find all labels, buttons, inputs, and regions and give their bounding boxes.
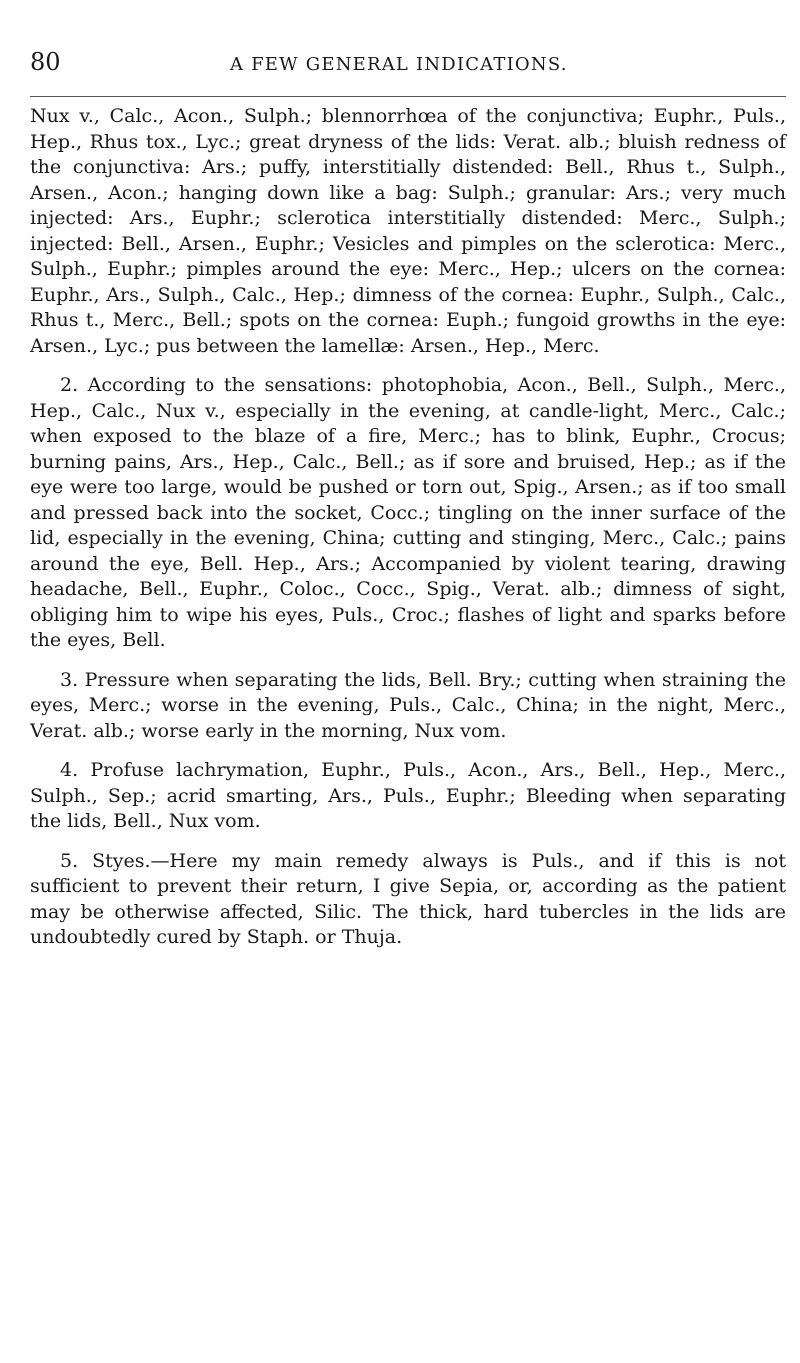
book-page: [30, 0, 786, 1363]
paragraph-pressure: 3. Pressure when separating the lids, Bell. Bry.; cutting when straining the eyes, Merc.; worse in the evening, Puls., Calc., China; in the night, Merc., Verat. alb.; worse early in the morning, Nux vom.: [30, 668, 786, 742]
paragraph-styes: 5. Styes.—Here my main remedy always is Puls., and if this is not sufficient to prevent their return, I give Sepia, or, according as the patient may be otherwise affected, Silic. The thick, hard tubercles in the lids are undoubtedly cured by Staph. or Thuja.: [30, 849, 786, 948]
paragraph-lachrymation: 4. Profuse lachrymation, Euphr., Puls., Acon., Ars., Bell., Hep., Merc., Sulph., Sep.; acrid smarting, Ars., Puls., Euphr.; Bleeding when separating the lids, Bell., Nux vom.: [30, 759, 786, 832]
page-body: [30, 104, 786, 965]
running-head: A FEW GENERAL INDICATIONS.: [230, 54, 568, 75]
header-rule: [30, 96, 786, 97]
page-number: 80: [30, 48, 61, 76]
paragraph-conjunctiva: Nux v., Calc., Acon., Sulph.; blennorrhœa of the conjunctiva; Euphr., Puls., Hep., Rhus tox., Lyc.; great dryness of the lids: Verat. alb.; bluish redness of the conjunctiva: Ars.; puffy, interstitially distended: Bell., Rhus t., Sulph., Arsen., Acon.; hanging down like a bag: Sulph.; granular: Ars.; very much injected: Ars., Euphr.; sclerotica interstitially distended: Merc., Sulph.; injected: Bell., Arsen., Euphr.; Vesicles and pimples on the sclerotica: Merc., Sulph., Euphr.; pimples around the eye: Merc., Hep.; ulcers on the cornea: Euphr., Ars., Sulph., Calc., Hep.; dimness of the cornea: Euphr., Sulph., Calc., Rhus t., Merc., Bell.; spots on the cornea: Euph.; fungoid growths in the eye: Arsen., Lyc.; pus between the lamellæ: Arsen., Hep., Merc.: [30, 105, 786, 357]
paragraph-sensations: 2. According to the sensations: photophobia, Acon., Bell., Sulph., Merc., Hep., Calc., Nux v., especially in the evening, at candle-light, Merc., Calc.; when exposed to the blaze of a fire, Merc.; has to blink, Euphr., Crocus; burning pains, Ars., Hep., Calc., Bell.; as if sore and bruised, Hep.; as if the eye were too large, would be pushed or torn out, Spig., Arsen.; as if too small and pressed back into the socket, Cocc.; tingling on the inner surface of the lid, especially in the evening, China; cutting and stinging, Merc., Calc.; pains around the eye, Bell. Hep., Ars.; Accompanied by violent tearing, drawing headache, Bell., Euphr., Coloc., Cocc., Spig., Verat. alb.; dimness of sight, obliging him to wipe his eyes, Puls., Croc.; flashes of light and sparks before the eyes, Bell.: [30, 374, 786, 651]
